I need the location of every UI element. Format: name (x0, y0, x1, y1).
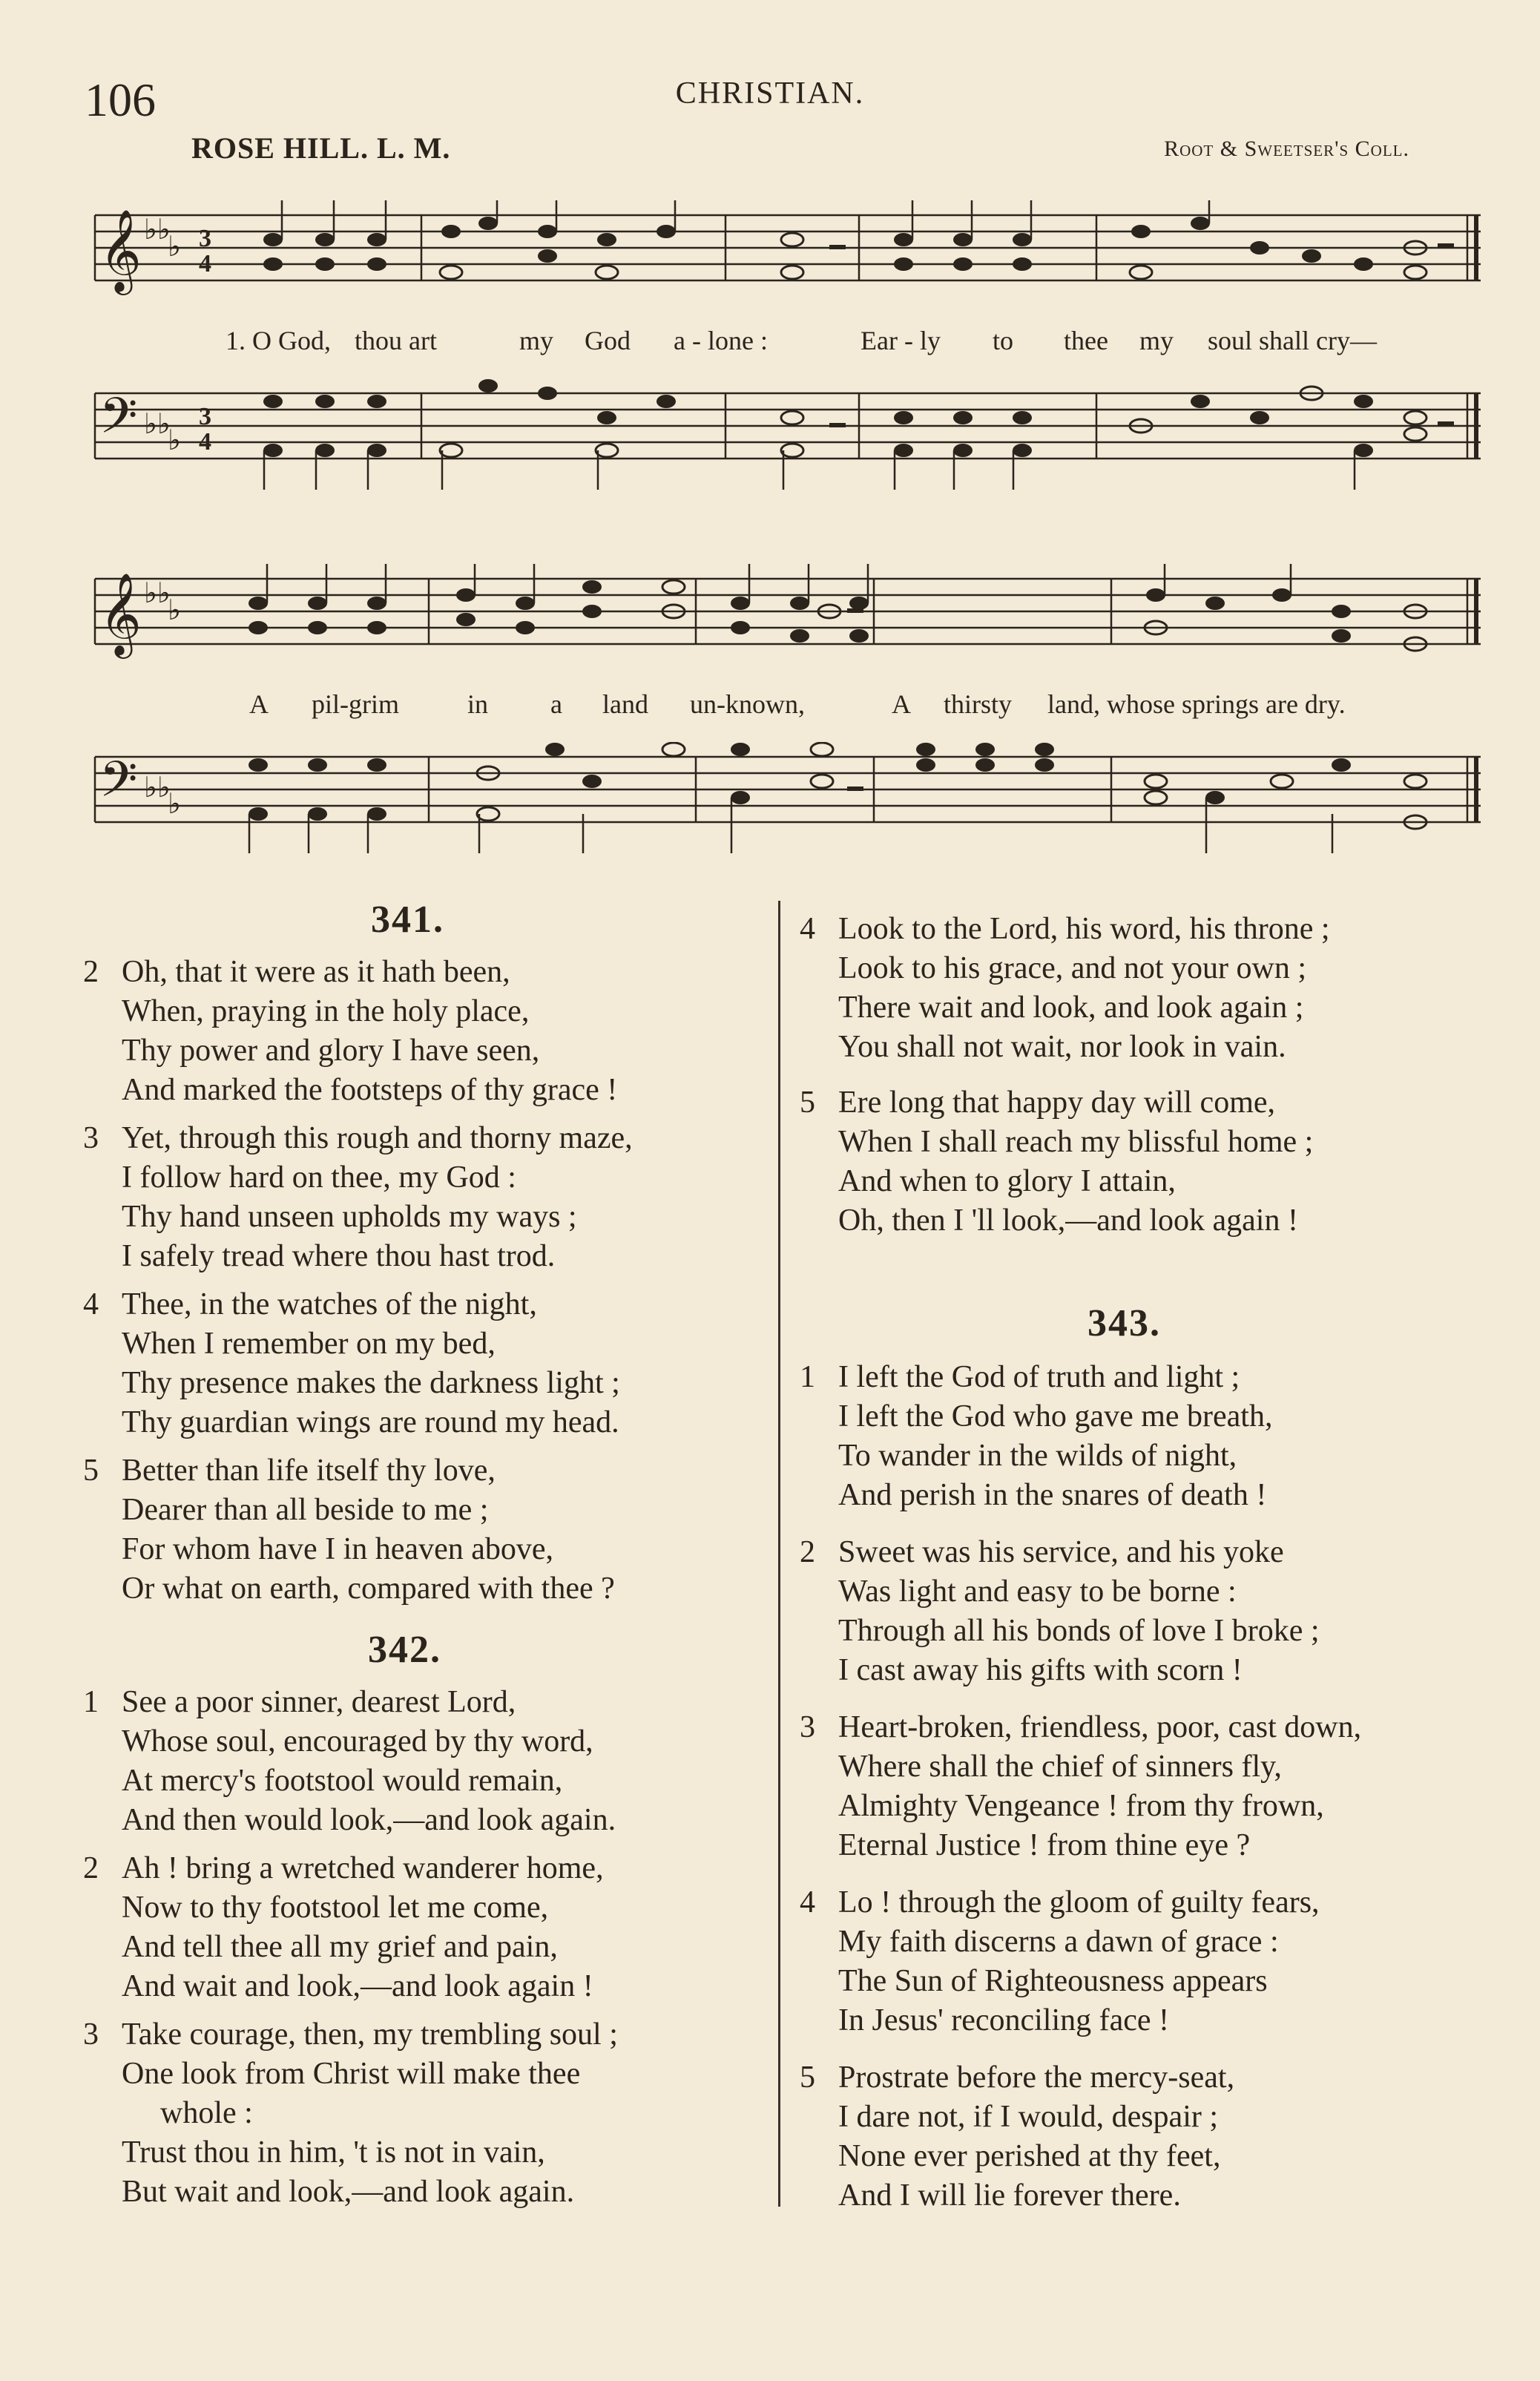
lyric-syllable: a - lone : (674, 326, 768, 355)
lyric-syllable: A (892, 689, 911, 719)
lyric-syllable: thee (1064, 326, 1108, 355)
verse-line: None ever perished at thy feet, (838, 2139, 1221, 2173)
verse-line: Sweet was his service, and his yoke (838, 1535, 1284, 1569)
page-number: 106 (85, 73, 156, 126)
verse-line: To wander in the wilds of night, (838, 1439, 1237, 1473)
verse-line: Thy power and glory I have seen, (122, 1034, 540, 1068)
verse-line: I left the God of truth and light ; (838, 1360, 1240, 1394)
hymn-number-342: 342. (368, 1629, 441, 1671)
hymn-342-verse-3 (83, 2015, 618, 2212)
lyric-syllable: thou art (355, 326, 437, 355)
lyric-syllable: land (602, 689, 648, 719)
verse-number: 4 (800, 1885, 815, 1919)
verse-line: Oh, then I 'll look,—and look again ! (838, 1203, 1298, 1238)
verse-line: Through all his bonds of love I broke ; (838, 1614, 1320, 1648)
verse-line: You shall not wait, nor look in vain. (838, 1030, 1286, 1064)
verse-line: Take courage, then, my trembling soul ; (122, 2017, 618, 2052)
svg-text:3: 3 (199, 403, 211, 430)
svg-text:3: 3 (199, 225, 211, 252)
verse-number: 2 (83, 1851, 99, 1885)
verse-line: Better than life itself thy love, (122, 1454, 496, 1488)
lyric-syllable: my (519, 326, 554, 355)
verse-line: Thy presence makes the darkness light ; (122, 1366, 620, 1400)
running-head: CHRISTIAN. (675, 76, 865, 111)
verse-number: 3 (800, 1710, 815, 1744)
hymn-341-verse-5 (83, 1451, 615, 1609)
verse-number: 4 (83, 1287, 99, 1321)
hymn-343-verse-4 (800, 1883, 1320, 2040)
hymn-343-verse-2 (800, 1533, 1320, 1690)
hymn-343-verse-1 (800, 1358, 1272, 1515)
bass-staff-1 (88, 378, 1488, 512)
hymn-number-343: 343. (1087, 1302, 1161, 1344)
svg-text:♭: ♭ (168, 595, 181, 626)
lyric-syllable: a (550, 689, 562, 719)
tune-name: ROSE HILL. L. M. (191, 131, 451, 165)
verse-number: 3 (83, 2017, 99, 2052)
verse-line: Thy hand unseen upholds my ways ; (122, 1200, 577, 1234)
music-system-1 (88, 200, 1488, 527)
lyric-syllable: soul shall cry— (1208, 326, 1377, 355)
verse-line: And marked the footsteps of thy grace ! (122, 1073, 618, 1107)
verse-line: When I remember on my bed, (122, 1327, 496, 1361)
verse-line: Prostrate before the mercy-seat, (838, 2060, 1235, 2095)
verse-number: 1 (800, 1360, 815, 1394)
lyric-syllable: land, whose springs are dry. (1047, 689, 1346, 719)
verse-line: Eternal Justice ! from thine eye ? (838, 1828, 1251, 1862)
svg-text:♭: ♭ (168, 231, 181, 263)
verse-line: For whom have I in heaven above, (122, 1532, 553, 1566)
lyric-syllable: to (993, 326, 1014, 355)
verse-line: When I shall reach my blissful home ; (838, 1125, 1314, 1159)
lyric-line-2 (88, 689, 1488, 730)
verse-line: Dearer than all beside to me ; (122, 1493, 489, 1527)
verse-line: And then would look,—and look again. (122, 1803, 616, 1837)
verse-line: Was light and easy to be borne : (838, 1574, 1237, 1609)
bass-staff-2 (88, 742, 1488, 876)
verse-line: Ere long that happy day will come, (838, 1086, 1276, 1120)
svg-text:♭♭: ♭♭ (144, 214, 171, 246)
hymn-341-verse-4 (83, 1285, 620, 1442)
hymn-343-verse-5 (800, 2058, 1234, 2216)
treble-staff-1 (88, 200, 1488, 319)
verse-line: Oh, that it were as it hath been, (122, 955, 510, 989)
hymn-342-verse-2 (83, 1849, 604, 2006)
verse-number: 5 (83, 1454, 99, 1488)
hymn-341-verse-2 (83, 953, 617, 1110)
verse-line: The Sun of Righteousness appears (838, 1964, 1268, 1998)
verse-line: When, praying in the holy place, (122, 994, 530, 1028)
lyric-syllable: 1. O God, (226, 326, 331, 355)
svg-text:4: 4 (199, 250, 211, 277)
lyric-syllable: A (249, 689, 269, 719)
verse-number: 4 (800, 912, 815, 946)
hymn-342-verse-1 (83, 1683, 616, 1840)
hymn-343-verse-3 (800, 1708, 1361, 1865)
verse-line: I left the God who gave me breath, (838, 1399, 1273, 1433)
verse-line: I safely tread where thou hast trod. (122, 1239, 556, 1273)
verse-line: In Jesus' reconciling face ! (838, 2003, 1170, 2037)
verse-line: I dare not, if I would, despair ; (838, 2100, 1219, 2134)
verse-line: And perish in the snares of death ! (838, 1478, 1267, 1512)
verse-line: And when to glory I attain, (838, 1164, 1176, 1198)
verse-line: Ah ! bring a wretched wanderer home, (122, 1851, 604, 1885)
verse-line: Now to thy footstool let me come, (122, 1891, 549, 1925)
svg-text:♭: ♭ (168, 425, 181, 456)
lyric-syllable: un-known, (690, 689, 805, 719)
verse-line: But wait and look,—and look again. (122, 2175, 575, 2209)
svg-text:𝄞: 𝄞 (99, 211, 142, 290)
verse-line: And wait and look,—and look again ! (122, 1969, 593, 2003)
verse-number: 2 (83, 955, 99, 989)
verse-line: Or what on earth, compared with thee ? (122, 1572, 615, 1606)
hymn-342-verse-4 (800, 910, 1330, 1067)
hymn-342-verse-5 (800, 1083, 1313, 1241)
lyric-syllable: God (585, 326, 631, 355)
lyric-syllable: pil-grim (312, 689, 399, 719)
hymn-number-341: 341. (371, 899, 444, 941)
verse-line: I follow hard on thee, my God : (122, 1160, 516, 1195)
verse-number: 5 (800, 2060, 815, 2095)
verse-line: There wait and look, and look again ; (838, 991, 1304, 1025)
verse-line: Thy guardian wings are round my head. (122, 1405, 619, 1439)
verse-line: My faith discerns a dawn of grace : (838, 1925, 1279, 1959)
verse-line: Heart-broken, friendless, poor, cast down, (838, 1710, 1362, 1744)
verse-line: At mercy's footstool would remain, (122, 1764, 563, 1798)
verse-number: 1 (83, 1685, 99, 1719)
verse-line: I cast away his gifts with scorn ! (838, 1653, 1243, 1687)
verse-line: Almighty Vengeance ! from thy frown, (838, 1789, 1324, 1823)
verse-line: Whose soul, encouraged by thy word, (122, 1724, 593, 1758)
verse-number: 3 (83, 1121, 99, 1155)
svg-text:♭♭: ♭♭ (144, 772, 171, 804)
svg-text:♭: ♭ (168, 789, 181, 820)
verse-line: whole : (160, 2096, 253, 2130)
svg-text:𝄢: 𝄢 (99, 754, 138, 819)
lyric-line-1 (88, 325, 1488, 367)
verse-line: Thee, in the watches of the night, (122, 1287, 537, 1321)
lyric-syllable: my (1139, 326, 1174, 355)
verse-line: Trust thou in him, 't is not in vain, (122, 2135, 545, 2170)
lyric-syllable: in (467, 689, 489, 719)
verse-line: Look to his grace, and not your own ; (838, 951, 1307, 985)
tune-source: Root & Sweetser's Coll. (1164, 137, 1409, 161)
svg-text:♭♭: ♭♭ (144, 409, 171, 440)
hymn-341-verse-3 (83, 1119, 633, 1276)
verse-line: And I will lie forever there. (838, 2178, 1181, 2213)
verse-line: Yet, through this rough and thorny maze, (122, 1121, 633, 1155)
verse-line: Where shall the chief of sinners fly, (838, 1750, 1282, 1784)
svg-text:4: 4 (199, 428, 211, 456)
verse-line: Look to the Lord, his word, his throne ; (838, 912, 1330, 946)
verse-line: See a poor sinner, dearest Lord, (122, 1685, 516, 1719)
verse-line: Lo ! through the gloom of guilty fears, (838, 1885, 1320, 1919)
verse-number: 2 (800, 1535, 815, 1569)
lyric-syllable: thirsty (944, 689, 1013, 719)
verse-line: And tell thee all my grief and pain, (122, 1930, 558, 1964)
column-divider (778, 901, 780, 2207)
verse-number: 5 (800, 1086, 815, 1120)
treble-staff-2 (88, 564, 1488, 683)
svg-text:𝄞: 𝄞 (99, 574, 142, 654)
verse-line: One look from Christ will make thee (122, 2057, 581, 2091)
svg-text:♭♭: ♭♭ (144, 578, 171, 609)
music-system-2 (88, 564, 1488, 890)
lyric-syllable: Ear - ly (861, 326, 941, 355)
svg-text:𝄢: 𝄢 (99, 390, 138, 456)
